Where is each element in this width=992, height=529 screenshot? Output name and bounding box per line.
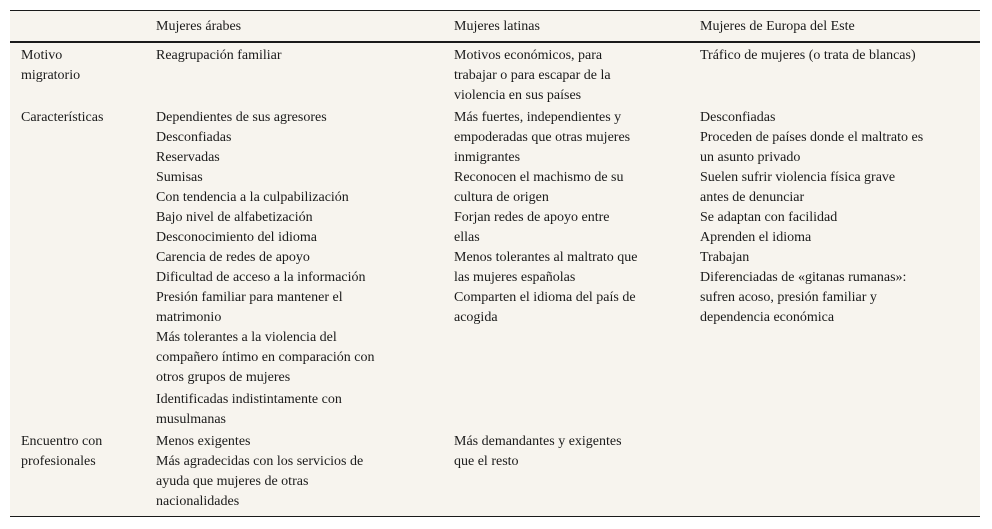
header-mujeres-arabes: Mujeres árabes [156, 19, 242, 34]
cell-line: un asunto privado [700, 150, 801, 165]
row-label-line: migratorio [21, 68, 81, 83]
cell-arabes [156, 46, 406, 66]
cell-europa-este [700, 46, 970, 66]
cell-line: Presión familiar para mantener el [156, 290, 343, 305]
cell-line: que el resto [454, 454, 519, 469]
cell-line: inmigrantes [454, 150, 521, 165]
cell-line: sufren acoso, presión familiar y [700, 290, 877, 305]
cell-line: Desconfiadas [700, 110, 776, 125]
cell-line: Comparten el idioma del país de [454, 290, 636, 305]
cell-line: Reagrupación familiar [156, 48, 282, 63]
cell-line: trabajar o para escapar de la [454, 68, 611, 83]
cell-line: empoderadas que otras mujeres [454, 130, 631, 145]
cell-line: Más fuertes, independientes y [454, 110, 622, 125]
row-label [21, 108, 146, 128]
table-header [10, 11, 980, 43]
cell-line: Reconocen el machismo de su [454, 170, 624, 185]
row-label [21, 46, 146, 86]
cell-line: Más demandantes y exigentes [454, 434, 622, 449]
cell-line: Dependientes de sus agresores [156, 110, 327, 125]
cell-line: Trabajan [700, 250, 750, 265]
cell-line: Desconocimiento del idioma [156, 230, 317, 245]
row-label-line: Encuentro con [21, 434, 103, 449]
cell-line: violencia en sus países [454, 88, 582, 103]
cell-line: Reservadas [156, 150, 220, 165]
cell-line: Sumisas [156, 170, 203, 185]
cell-line: Aprenden el idioma [700, 230, 812, 245]
cell-line: antes de denunciar [700, 190, 805, 205]
cell-europa-este [700, 108, 970, 328]
cell-line: ellas [454, 230, 480, 245]
cell-line: las mujeres españolas [454, 270, 576, 285]
cell-line: musulmanas [156, 412, 226, 427]
cell-line: Más tolerantes a la violencia del [156, 330, 337, 345]
cell-line: Se adaptan con facilidad [700, 210, 838, 225]
row-label-line: Motivo [21, 48, 63, 63]
cell-line: acogida [454, 310, 498, 325]
cell-line: cultura de origen [454, 190, 549, 205]
cell-line: Menos exigentes [156, 434, 251, 449]
row-label-line: Características [21, 110, 104, 125]
row-label [21, 432, 146, 472]
header-mujeres-latinas: Mujeres latinas [454, 19, 540, 34]
header-mujeres-europa-este: Mujeres de Europa del Este [700, 19, 855, 34]
cell-arabes [156, 432, 406, 512]
cell-latinas [454, 108, 686, 328]
comparison-table [10, 10, 980, 517]
cell-line: Menos tolerantes al maltrato que [454, 250, 638, 265]
cell-line: dependencia económica [700, 310, 835, 325]
cell-line: Suelen sufrir violencia física grave [700, 170, 896, 185]
cell-arabes [156, 108, 406, 430]
cell-line: Carencia de redes de apoyo [156, 250, 310, 265]
cell-line: Forjan redes de apoyo entre [454, 210, 610, 225]
cell-line: otros grupos de mujeres [156, 370, 291, 385]
cell-line: Más agradecidas con los servicios de [156, 454, 364, 469]
cell-latinas [454, 432, 686, 472]
row-label-line: profesionales [21, 454, 96, 469]
cell-line: Identificadas indistintamente con [156, 392, 342, 407]
cell-line: nacionalidades [156, 494, 240, 509]
cell-line: ayuda que mujeres de otras [156, 474, 309, 489]
cell-latinas [454, 46, 686, 106]
cell-line: Tráfico de mujeres (o trata de blancas) [700, 48, 916, 63]
cell-line: Motivos económicos, para [454, 48, 603, 63]
cell-line: Diferenciadas de «gitanas rumanas»: [700, 270, 907, 285]
cell-line: Proceden de países donde el maltrato es [700, 130, 924, 145]
cell-line: Con tendencia a la culpabilización [156, 190, 349, 205]
cell-line: Dificultad de acceso a la información [156, 270, 366, 285]
cell-line: Bajo nivel de alfabetización [156, 210, 313, 225]
cell-line: matrimonio [156, 310, 222, 325]
cell-line: Desconfiadas [156, 130, 232, 145]
cell-line: compañero íntimo en comparación con [156, 350, 375, 365]
